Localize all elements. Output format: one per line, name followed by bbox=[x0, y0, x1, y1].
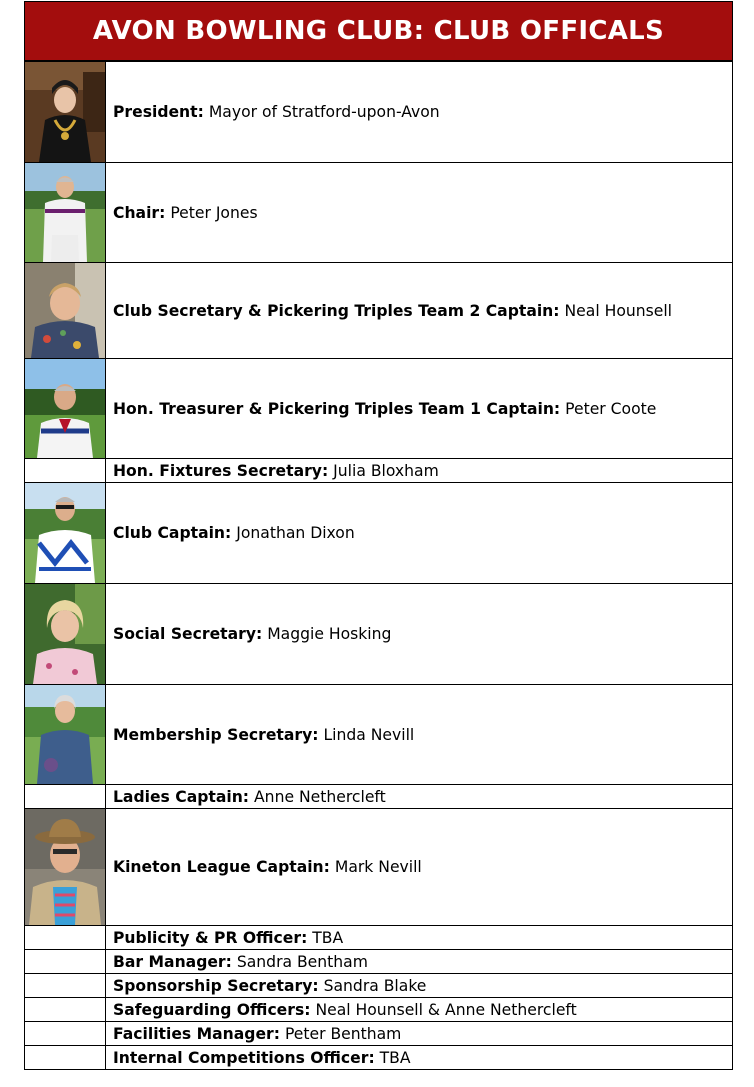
official-entry bbox=[106, 62, 733, 163]
official-name: Mayor of Stratford-upon-Avon bbox=[208, 103, 440, 121]
role-label: President: bbox=[113, 103, 204, 121]
chair-photo bbox=[25, 163, 105, 262]
role-label: Kineton League Captain: bbox=[113, 858, 330, 876]
official-name: Neal Hounsell & Anne Nethercleft bbox=[315, 1000, 577, 1019]
page-title: AVON BOWLING CLUB: CLUB OFFICALS bbox=[24, 1, 733, 61]
social-secretary-photo bbox=[25, 584, 105, 684]
officials-table bbox=[24, 61, 733, 1070]
photo-cell bbox=[25, 809, 106, 926]
official-entry bbox=[106, 263, 733, 359]
photo-cell bbox=[25, 1022, 106, 1046]
photo-cell bbox=[25, 459, 106, 483]
official-name: Anne Nethercleft bbox=[254, 787, 386, 806]
official-name: Peter Jones bbox=[170, 203, 258, 222]
role-label: Safeguarding Officers: bbox=[113, 1000, 311, 1019]
official-entry bbox=[106, 1046, 733, 1070]
official-name: Jonathan Dixon bbox=[236, 524, 355, 542]
table-row bbox=[25, 974, 733, 998]
role-label: Chair: bbox=[113, 203, 166, 222]
official-name: Sandra Bentham bbox=[236, 952, 368, 971]
official-name: Maggie Hosking bbox=[267, 625, 392, 643]
role-label: Membership Secretary: bbox=[113, 725, 319, 744]
table-row bbox=[25, 1022, 733, 1046]
official-name: Linda Nevill bbox=[323, 725, 415, 744]
kineton-captain-photo bbox=[25, 809, 105, 925]
table-row bbox=[25, 163, 733, 263]
role-label: Hon. Treasurer & Pickering Triples Team 1 Captain: bbox=[113, 399, 561, 418]
table-row bbox=[25, 359, 733, 459]
photo-cell bbox=[25, 1046, 106, 1070]
official-entry bbox=[106, 685, 733, 785]
membership-secretary-photo bbox=[25, 685, 105, 784]
official-entry bbox=[106, 998, 733, 1022]
official-entry bbox=[106, 785, 733, 809]
official-name: Neal Hounsell bbox=[564, 301, 673, 320]
officials-sheet bbox=[24, 1, 733, 1070]
table-row bbox=[25, 926, 733, 950]
role-label: Social Secretary: bbox=[113, 625, 263, 643]
official-entry bbox=[106, 163, 733, 263]
official-name: Mark Nevill bbox=[334, 858, 422, 876]
photo-cell bbox=[25, 785, 106, 809]
photo-cell bbox=[25, 950, 106, 974]
official-name: Peter Coote bbox=[565, 399, 657, 418]
table-row bbox=[25, 1046, 733, 1070]
role-label: Club Captain: bbox=[113, 524, 232, 542]
role-label: Facilities Manager: bbox=[113, 1024, 280, 1043]
photo-cell bbox=[25, 62, 106, 163]
table-row bbox=[25, 62, 733, 163]
table-row bbox=[25, 483, 733, 584]
official-entry bbox=[106, 926, 733, 950]
official-name: TBA bbox=[379, 1048, 411, 1067]
role-label: Sponsorship Secretary: bbox=[113, 976, 319, 995]
official-name: Peter Bentham bbox=[284, 1024, 402, 1043]
role-label: Ladies Captain: bbox=[113, 787, 250, 806]
photo-cell bbox=[25, 163, 106, 263]
table-row bbox=[25, 459, 733, 483]
role-label: Internal Competitions Officer: bbox=[113, 1048, 375, 1067]
official-entry bbox=[106, 974, 733, 998]
role-label: Hon. Fixtures Secretary: bbox=[113, 461, 329, 480]
official-name: Sandra Blake bbox=[323, 976, 427, 995]
table-row bbox=[25, 998, 733, 1022]
photo-cell bbox=[25, 584, 106, 685]
official-entry bbox=[106, 950, 733, 974]
photo-cell bbox=[25, 926, 106, 950]
photo-cell bbox=[25, 483, 106, 584]
official-entry bbox=[106, 359, 733, 459]
role-label: Publicity & PR Officer: bbox=[113, 928, 308, 947]
official-entry bbox=[106, 809, 733, 926]
table-row bbox=[25, 785, 733, 809]
official-entry bbox=[106, 1022, 733, 1046]
club-captain-photo bbox=[25, 483, 105, 583]
table-row bbox=[25, 263, 733, 359]
photo-cell bbox=[25, 685, 106, 785]
table-row bbox=[25, 950, 733, 974]
role-label: Bar Manager: bbox=[113, 952, 232, 971]
official-name: TBA bbox=[312, 928, 344, 947]
official-entry bbox=[106, 459, 733, 483]
table-row bbox=[25, 809, 733, 926]
photo-cell bbox=[25, 974, 106, 998]
treasurer-photo bbox=[25, 359, 105, 458]
official-entry bbox=[106, 584, 733, 685]
photo-cell bbox=[25, 359, 106, 459]
photo-cell bbox=[25, 263, 106, 359]
club-secretary-photo bbox=[25, 263, 105, 358]
president-photo bbox=[25, 62, 105, 162]
official-name: Julia Bloxham bbox=[333, 461, 439, 480]
role-label: Club Secretary & Pickering Triples Team 2 Captain: bbox=[113, 301, 560, 320]
photo-cell bbox=[25, 998, 106, 1022]
table-row bbox=[25, 584, 733, 685]
table-row bbox=[25, 685, 733, 785]
official-entry bbox=[106, 483, 733, 584]
